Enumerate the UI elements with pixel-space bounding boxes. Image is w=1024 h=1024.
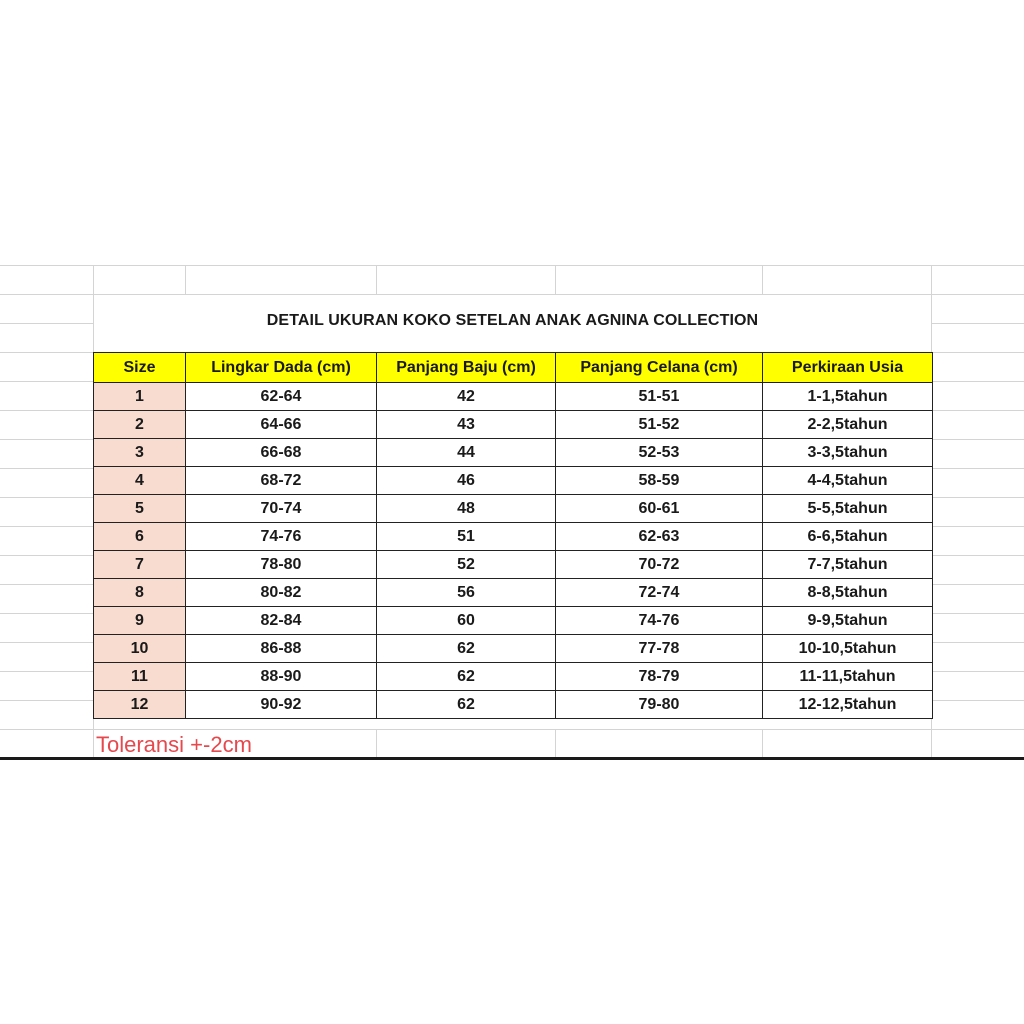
size-cell: 1 — [94, 383, 186, 411]
pants-length-cell: 70-72 — [556, 551, 763, 579]
pants-length-cell: 74-76 — [556, 607, 763, 635]
pants-length-cell: 51-51 — [556, 383, 763, 411]
pants-length-cell: 79-80 — [556, 691, 763, 719]
chest-cell: 66-68 — [186, 439, 377, 467]
chest-cell: 86-88 — [186, 635, 377, 663]
divider — [0, 757, 1024, 760]
gridline — [0, 410, 94, 411]
size-cell: 9 — [94, 607, 186, 635]
gridline — [0, 323, 94, 324]
gridline — [0, 700, 94, 701]
age-cell: 5-5,5tahun — [763, 495, 933, 523]
table-row — [94, 691, 933, 719]
gridline — [931, 671, 1024, 672]
table-row — [94, 663, 933, 691]
gridline — [0, 671, 94, 672]
shirt-length-cell: 44 — [377, 439, 556, 467]
shirt-length-cell: 51 — [377, 523, 556, 551]
chest-cell: 78-80 — [186, 551, 377, 579]
age-cell: 7-7,5tahun — [763, 551, 933, 579]
gridline — [931, 584, 1024, 585]
size-cell: 3 — [94, 439, 186, 467]
age-cell: 2-2,5tahun — [763, 411, 933, 439]
chest-cell: 74-76 — [186, 523, 377, 551]
column-header-panjang-baju: Panjang Baju (cm) — [377, 353, 556, 383]
size-cell: 2 — [94, 411, 186, 439]
gridline — [0, 584, 94, 585]
shirt-length-cell: 56 — [377, 579, 556, 607]
column-header-size: Size — [94, 353, 186, 383]
column-header-lingkar-dada: Lingkar Dada (cm) — [186, 353, 377, 383]
shirt-length-cell: 62 — [377, 663, 556, 691]
chest-cell: 80-82 — [186, 579, 377, 607]
pants-length-cell: 60-61 — [556, 495, 763, 523]
gridline — [0, 642, 94, 643]
shirt-length-cell: 62 — [377, 635, 556, 663]
gridline — [0, 497, 94, 498]
size-cell: 4 — [94, 467, 186, 495]
age-cell: 12-12,5tahun — [763, 691, 933, 719]
chest-cell: 64-66 — [186, 411, 377, 439]
gridline — [555, 729, 556, 757]
size-cell: 12 — [94, 691, 186, 719]
gridline — [931, 439, 1024, 440]
age-cell: 11-11,5tahun — [763, 663, 933, 691]
chest-cell: 68-72 — [186, 467, 377, 495]
gridline — [931, 613, 1024, 614]
table-row — [94, 551, 933, 579]
size-chart-table — [93, 352, 933, 719]
size-cell: 8 — [94, 579, 186, 607]
gridline — [0, 381, 94, 382]
shirt-length-cell: 42 — [377, 383, 556, 411]
gridline — [931, 526, 1024, 527]
shirt-length-cell: 46 — [377, 467, 556, 495]
age-cell: 8-8,5tahun — [763, 579, 933, 607]
table-row — [94, 383, 933, 411]
gridline — [762, 729, 763, 757]
pants-length-cell: 62-63 — [556, 523, 763, 551]
pants-length-cell: 51-52 — [556, 411, 763, 439]
gridline — [931, 323, 1024, 324]
chest-cell: 90-92 — [186, 691, 377, 719]
shirt-length-cell: 52 — [377, 551, 556, 579]
gridline — [0, 265, 1024, 266]
age-cell: 3-3,5tahun — [763, 439, 933, 467]
pants-length-cell: 77-78 — [556, 635, 763, 663]
size-cell: 10 — [94, 635, 186, 663]
pants-length-cell: 52-53 — [556, 439, 763, 467]
gridline — [555, 265, 556, 295]
size-cell: 6 — [94, 523, 186, 551]
gridline — [0, 468, 94, 469]
table-row — [94, 495, 933, 523]
gridline — [931, 642, 1024, 643]
table-title: DETAIL UKURAN KOKO SETELAN ANAK AGNINA COLLECTION — [266, 312, 759, 329]
gridline — [0, 555, 94, 556]
gridline — [931, 700, 1024, 701]
table-row — [94, 607, 933, 635]
gridline — [376, 729, 377, 757]
shirt-length-cell: 62 — [377, 691, 556, 719]
gridline — [0, 613, 94, 614]
gridline — [931, 410, 1024, 411]
gridline — [376, 265, 377, 295]
age-cell: 1-1,5tahun — [763, 383, 933, 411]
table-row — [94, 411, 933, 439]
gridline — [0, 439, 94, 440]
shirt-length-cell: 60 — [377, 607, 556, 635]
size-cell: 5 — [94, 495, 186, 523]
chest-cell: 70-74 — [186, 495, 377, 523]
table-row — [94, 523, 933, 551]
gridline — [931, 497, 1024, 498]
chest-cell: 88-90 — [186, 663, 377, 691]
header-row — [94, 353, 933, 383]
size-cell: 11 — [94, 663, 186, 691]
table-row — [94, 439, 933, 467]
chest-cell: 82-84 — [186, 607, 377, 635]
column-header-perkiraan-usia: Perkiraan Usia — [763, 353, 933, 383]
shirt-length-cell: 48 — [377, 495, 556, 523]
shirt-length-cell: 43 — [377, 411, 556, 439]
pants-length-cell: 72-74 — [556, 579, 763, 607]
gridline — [0, 526, 94, 527]
gridline — [931, 555, 1024, 556]
gridline — [931, 468, 1024, 469]
age-cell: 10-10,5tahun — [763, 635, 933, 663]
table-row — [94, 467, 933, 495]
tolerance-note: Toleransi +-2cm — [96, 732, 252, 757]
age-cell: 9-9,5tahun — [763, 607, 933, 635]
chest-cell: 62-64 — [186, 383, 377, 411]
pants-length-cell: 78-79 — [556, 663, 763, 691]
age-cell: 6-6,5tahun — [763, 523, 933, 551]
gridline — [0, 729, 1024, 730]
table-row — [94, 635, 933, 663]
age-cell: 4-4,5tahun — [763, 467, 933, 495]
size-cell: 7 — [94, 551, 186, 579]
gridline — [931, 381, 1024, 382]
column-header-panjang-celana: Panjang Celana (cm) — [556, 353, 763, 383]
table-row — [94, 579, 933, 607]
gridline — [762, 265, 763, 295]
gridline — [185, 265, 186, 295]
pants-length-cell: 58-59 — [556, 467, 763, 495]
